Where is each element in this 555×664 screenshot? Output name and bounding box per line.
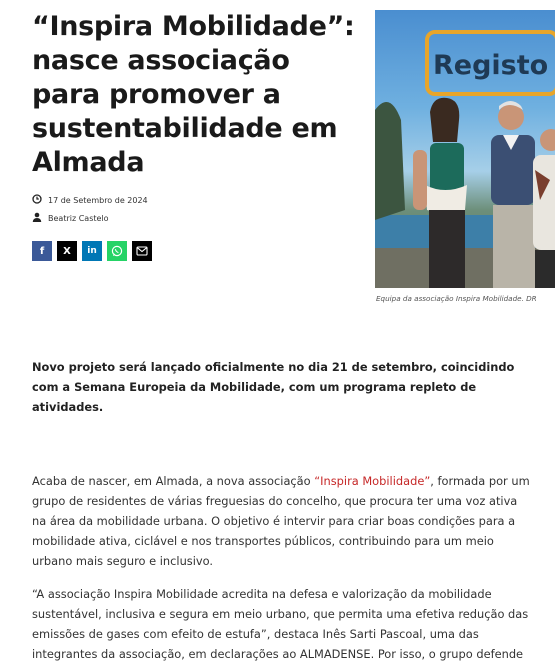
article-title: “Inspira Mobilidade”: nasce associação para promover a sustentabilidade em Almada — [32, 11, 355, 178]
sign-text: Registo — [433, 50, 549, 81]
association-link[interactable]: “Inspira Mobilidade” — [314, 474, 431, 488]
author-name[interactable]: Beatriz Castelo — [48, 213, 109, 223]
article-author — [32, 212, 109, 224]
share-bar — [32, 241, 152, 261]
photo-caption: Equipa da associação Inspira Mobilidade. DR — [376, 294, 537, 303]
share-linkedin-button[interactable]: in — [82, 241, 102, 261]
clock-icon — [32, 194, 42, 206]
user-icon — [32, 212, 42, 224]
envelope-icon — [136, 246, 148, 256]
share-whatsapp-button[interactable] — [107, 241, 127, 261]
article-lead: Novo projeto será lançado oficialmente no dia 21 de setembro, coincidindo com a Semana Europeia da Mobilidade, com um programa repleto de atividades. — [32, 360, 515, 414]
team-photo — [375, 10, 555, 288]
date-text: 17 de Setembro de 2024 — [48, 195, 148, 205]
share-facebook-button[interactable]: f — [32, 241, 52, 261]
article-photo — [375, 10, 555, 288]
share-x-button[interactable]: X — [57, 241, 77, 261]
paragraph-text: Acaba de nascer, em Almada, a nova associação — [32, 474, 315, 488]
share-email-button[interactable] — [132, 241, 152, 261]
paragraph-text: , formada por um grupo de residentes de várias freguesias do concelho, que procura ter uma voz ativa na área da mobilidade urbana. O objetivo é intervir para criar boas condições para a mobilidade ativa, ciclável e nos transportes públicos, contribuindo para um meio urbano mais seguro e inclusivo. — [32, 474, 530, 568]
article-paragraph-1 — [32, 471, 532, 571]
article-paragraph-2: “A associação Inspira Mobilidade acredita na defesa e valorização da mobilidade sustentável, inclusiva e segura em meio urbano, que permita uma efetiva redução das emissões de gases com efeito de estufa”, destaca Inês Sarti Pascoal, uma das integrantes da associação, em declarações ao ALMADENSE. Por isso, o grupo defende — [32, 587, 529, 661]
article-date — [32, 194, 148, 206]
whatsapp-icon — [111, 245, 123, 257]
